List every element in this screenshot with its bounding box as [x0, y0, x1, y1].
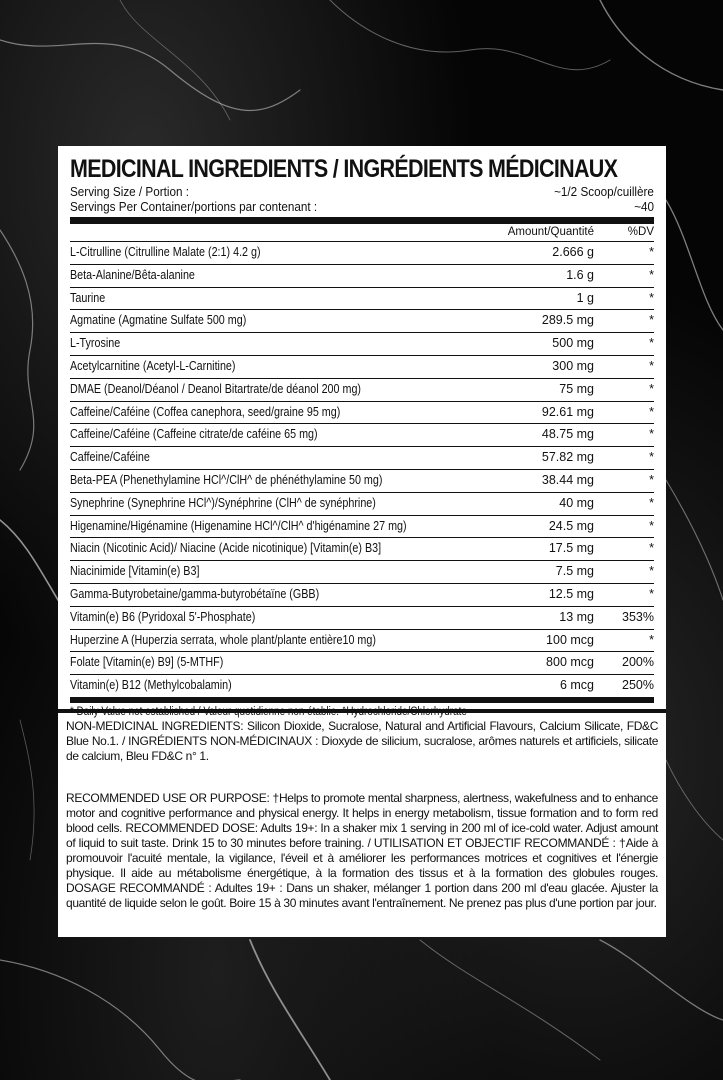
ingredient-name: Huperzine A (Huperzia serrata, whole plant/plante entière10 mg) — [70, 632, 376, 647]
ingredient-amount: 100 mcg — [546, 632, 594, 647]
servings-per-container-label: Servings Per Container/portions par contenant : — [70, 199, 318, 214]
ingredient-name: Taurine — [70, 290, 106, 305]
ingredient-amount: 92.61 mg — [541, 404, 594, 419]
ingredient-dv: * — [649, 632, 654, 647]
non-medicinal-heading: NON-MEDICINAL INGREDIENTS: — [66, 719, 244, 733]
ingredient-dv: * — [649, 472, 654, 487]
ingredient-name: Beta-PEA (Phenethylamine HCl^/ClH^ de phénéthylamine 50 mg) — [70, 472, 383, 487]
non-medicinal-text-en: Silicon Dioxide, Sucralose, Natural and Artificial Flavours, Calcium Silicate, FD&C Blue No.1. / — [66, 719, 659, 748]
ingredient-row — [70, 538, 654, 561]
ingredient-name: Acetylcarnitine (Acetyl-L-Carnitine) — [70, 358, 236, 373]
ingredient-amount: 2.666 g — [552, 245, 594, 259]
ingredient-row — [70, 424, 654, 447]
ingredient-name: Vitamin(e) B6 (Pyridoxal 5'-Phosphate) — [70, 609, 256, 624]
ingredient-name: Gamma-Butyrobetaine/gamma-butyrobétaïne (GBB) — [70, 586, 320, 601]
footnote: * Daily Value not established / Valeur quotidienne non établie. ^Hydrochloride/Chlorhydrate — [70, 705, 467, 718]
non-medicinal-text-fr: Dioxyde de silicium, sucralose, arômes naturels et artificiels, silicate de calcium, Bleu FD&C n° 1. — [66, 734, 659, 763]
ingredient-amount: 289.5 mg — [541, 313, 594, 328]
ingredient-name: L-Tyrosine — [70, 336, 121, 351]
ingredient-name: Beta-Alanine/Bêta-alanine — [70, 267, 195, 282]
ingredient-amount: 75 mg — [559, 381, 594, 396]
ingredient-dv: 250% — [622, 678, 654, 693]
recommended-use-en: †Helps to promote mental sharpness, alertness, wakefulness and to enhance motor and cognitive performance and physical energy. It helps in energy metabolism, tissue formation and to form red blood cells. — [66, 791, 658, 835]
ingredient-dv: 200% — [622, 655, 654, 670]
non-medicinal-ingredients — [66, 719, 658, 764]
ingredient-amount: 7.5 mg — [555, 564, 594, 579]
ingredient-row — [70, 447, 654, 470]
ingredient-row — [70, 630, 654, 653]
ingredient-row — [70, 333, 654, 356]
recommended-dose-heading-fr: DOSAGE RECOMMANDÉ : — [66, 881, 212, 895]
ingredient-dv: * — [649, 381, 654, 396]
recommended-dose-heading: RECOMMENDED DOSE: — [125, 821, 258, 835]
column-header — [70, 224, 654, 242]
ingredient-name: Vitamin(e) B12 (Methylcobalamin) — [70, 678, 232, 693]
ingredient-amount: 12.5 mg — [548, 586, 594, 601]
ingredient-row — [70, 584, 654, 607]
recommended-dose-fr: Adultes 19+ : Dans un shaker, mélanger 1 portion dans 200 ml d'eau glacée. Ajuster la quantité de liquide selon le goût. Boire 15 à 30 minutes avant l'entraînement. Ne prenez pas plus d'une portion par jour. — [66, 881, 658, 910]
amount-column-header: Amount/Quantité — [507, 226, 594, 238]
ingredient-row — [70, 242, 654, 265]
ingredient-row — [70, 310, 654, 333]
recommended-use-heading-fr: UTILISATION ET OBJECTIF RECOMMANDÉ : — [373, 836, 616, 850]
ingredient-row — [70, 288, 654, 311]
ingredient-amount: 300 mg — [552, 358, 594, 373]
ingredient-name: Caffeine/Caféine (Coffea canephora, seed/graine 95 mg) — [70, 404, 341, 419]
ingredient-amount: 800 mcg — [546, 655, 594, 670]
ingredient-row — [70, 356, 654, 379]
non-medicinal-heading-fr: INGRÉDIENTS NON-MÉDICINAUX : — [128, 734, 319, 748]
recommended-dose-en: Adults 19+: In a shaker mix 1 serving in 200 ml of ice-cold water. Adjust amount of liquid to suit taste. Drink 15 to 30 minutes before training. / — [66, 821, 659, 850]
thick-divider — [70, 217, 654, 224]
ingredient-row — [70, 652, 654, 675]
ingredient-row — [70, 561, 654, 584]
ingredient-row — [70, 265, 654, 288]
ingredient-name: Niacinimide [Vitamin(e) B3] — [70, 564, 200, 579]
ingredient-name: L-Citrulline (Citrulline Malate (2:1) 4.2 g) — [70, 245, 261, 259]
ingredient-dv: * — [649, 404, 654, 419]
ingredient-row — [70, 493, 654, 516]
serving-size-label: Serving Size / Portion : — [70, 184, 190, 199]
ingredient-row — [70, 516, 654, 539]
ingredient-rows — [70, 242, 654, 703]
ingredient-amount: 40 mg — [559, 495, 594, 510]
recommended-use-section — [66, 791, 658, 911]
ingredient-name: Niacin (Nicotinic Acid)/ Niacine (Acide nicotinique) [Vitamin(e) B3] — [70, 541, 382, 556]
ingredient-row — [70, 470, 654, 493]
ingredient-dv: * — [649, 541, 654, 556]
servings-per-container-line — [70, 199, 654, 214]
ingredient-dv: * — [649, 518, 654, 533]
supplement-facts-label — [58, 146, 666, 937]
ingredient-row — [70, 379, 654, 402]
ingredient-row — [70, 607, 654, 630]
ingredient-dv: 353% — [622, 609, 654, 624]
medicinal-ingredients-table — [70, 154, 654, 721]
section-divider — [58, 709, 666, 713]
ingredient-amount: 1.6 g — [566, 267, 594, 282]
ingredient-dv: * — [649, 450, 654, 465]
recommended-use-fr: †Aide à promouvoir l'acuité mentale, la vigilance, l'éveil et à améliorer les performances motrices et cognitives et l'énergie physique. Il aide au métabolisme énergétique, à la formation des tissus et à la formation des globules rouges. — [66, 836, 659, 880]
ingredient-row — [70, 402, 654, 425]
ingredient-name: Caffeine/Caféine — [70, 450, 150, 465]
ingredient-dv: * — [649, 495, 654, 510]
ingredient-dv: * — [649, 313, 654, 328]
label-title: MEDICINAL INGREDIENTS / INGRÉDIENTS MÉDICINAUX — [70, 155, 618, 183]
ingredient-dv: * — [649, 245, 654, 259]
ingredient-amount: 500 mg — [552, 336, 594, 351]
ingredient-amount: 24.5 mg — [548, 518, 594, 533]
dv-column-header: %DV — [627, 226, 654, 238]
ingredient-dv: * — [649, 290, 654, 305]
ingredient-name: Higenamine/Higénamine (Higenamine HCl^/ClH^ d'higénamine 27 mg) — [70, 518, 407, 533]
ingredient-dv: * — [649, 358, 654, 373]
recommended-use-heading: RECOMMENDED USE OR PURPOSE: — [66, 791, 270, 805]
ingredient-dv: * — [649, 564, 654, 579]
ingredient-amount: 6 mcg — [559, 678, 594, 693]
servings-per-container-value: ~40 — [634, 199, 654, 214]
ingredient-amount: 17.5 mg — [548, 541, 594, 556]
serving-size-value: ~1/2 Scoop/cuillère — [554, 184, 654, 199]
ingredient-amount: 38.44 mg — [541, 472, 594, 487]
ingredient-dv: * — [649, 267, 654, 282]
ingredient-name: Caffeine/Caféine (Caffeine citrate/de caféine 65 mg) — [70, 427, 318, 442]
ingredient-dv: * — [649, 586, 654, 601]
ingredient-name: Agmatine (Agmatine Sulfate 500 mg) — [70, 313, 247, 328]
serving-size-line — [70, 184, 654, 199]
ingredient-amount: 48.75 mg — [541, 427, 594, 442]
ingredient-amount: 1 g — [576, 290, 594, 305]
ingredient-dv: * — [649, 427, 654, 442]
ingredient-amount: 57.82 mg — [541, 450, 594, 465]
ingredient-amount: 13 mg — [559, 609, 594, 624]
ingredient-name: Synephrine (Synephrine HCl^)/Synéphrine (ClH^ de synéphrine) — [70, 495, 376, 510]
ingredient-row — [70, 675, 654, 703]
ingredient-dv: * — [649, 336, 654, 351]
ingredient-name: DMAE (Deanol/Déanol / Deanol Bitartrate/de déanol 200 mg) — [70, 381, 362, 396]
ingredient-name: Folate [Vitamin(e) B9] (5-MTHF) — [70, 655, 224, 670]
